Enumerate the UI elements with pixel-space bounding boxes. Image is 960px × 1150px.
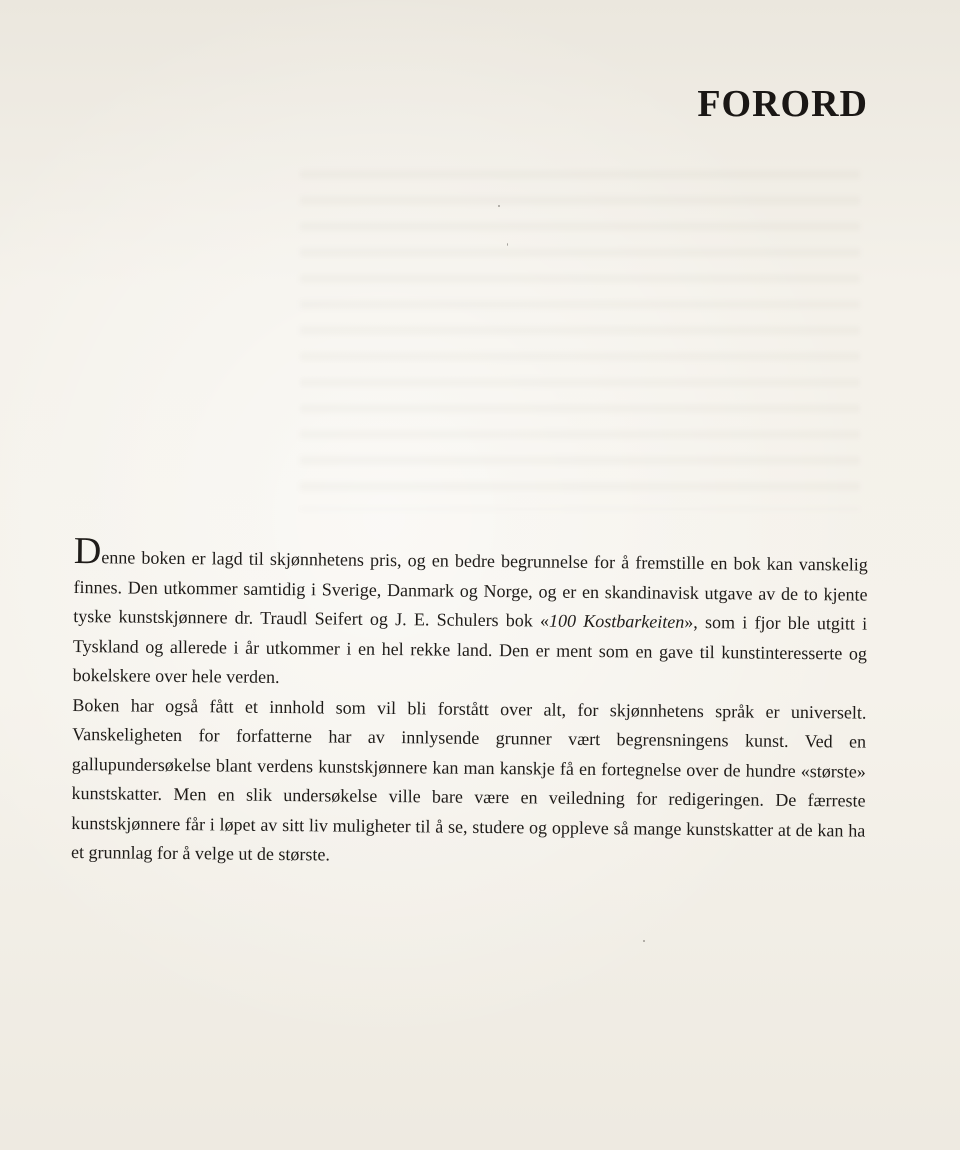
book-title: 100 Kostbarkeiten (549, 610, 685, 632)
paragraph-1-lead: enne boken er lagd til skjønnhetens pris, og en bedre begrunnelse for å fremstille en bok kan vanskelig finnes. Den utkommer samtidig i Sverige, Danmark og Norge, og er en skandinavisk utgave av de to kjente tyske kunstskjønnere dr. Traudl Seifert og J. E. Schulers bok « (73, 547, 868, 631)
paper-speck (498, 205, 500, 207)
paper-speck (507, 243, 508, 246)
foreword-text (70, 530, 868, 875)
paragraph-1 (72, 530, 868, 698)
paragraph-2: Boken har også fått et innhold som vil bli forstått over alt, for skjønnhetens språk er universelt. Vanskeligheten for forfatterne har av innlysende grunner vært begrensningens kunst. Ved en gallupundersøkelse blant verdens kunstskjønnere kan man kanskje få en fortegnelse over de hundre «største» kunstskatter. Men en slik undersøkelse ville bare være en veiledning for redigeringen. De færreste kunstskjønnere får i løpet av sitt liv muligheter til å se, studere og oppleve så mange kunstskatter at de kan ha et grunnlag for å velge ut de største. (70, 694, 867, 865)
show-through-text (300, 170, 860, 510)
paper-speck (643, 940, 645, 942)
paragraph-1-tail: », som i fjor ble utgitt i Tyskland og allerede i år utkommer i en hel rekke land. Den er ment som en gave til kunstinteresserte og bokelskere over hele verden. (72, 611, 868, 687)
page-heading: FORORD (697, 83, 868, 125)
drop-cap: D (73, 530, 102, 573)
